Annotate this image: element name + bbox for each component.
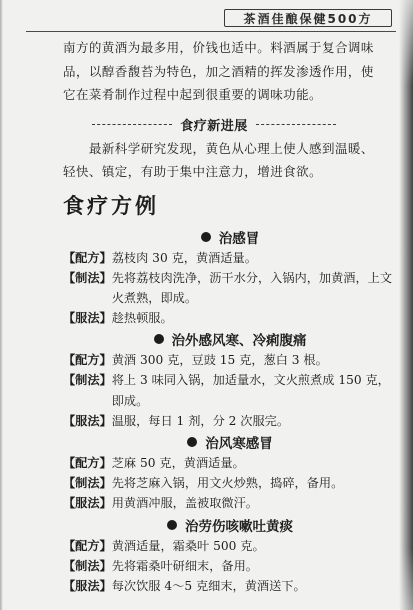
remedy-formula bbox=[63, 248, 397, 268]
entry-text bbox=[112, 308, 173, 328]
entry-text bbox=[112, 556, 258, 576]
entry-line: 荔枝肉 30 克，黄酒适量。 bbox=[111, 250, 257, 265]
remedy-heading bbox=[63, 226, 397, 248]
remedy-heading-text: 治感冒 bbox=[218, 230, 260, 247]
remedy-heading bbox=[63, 431, 397, 453]
remedy-formula bbox=[63, 350, 397, 370]
entry-line: 先将霜桑叶研细末，备用。 bbox=[111, 558, 258, 573]
bullet-icon bbox=[201, 232, 211, 242]
entry-label: 【配方】 bbox=[63, 353, 112, 368]
page-content bbox=[63, 36, 397, 596]
entry-text bbox=[112, 473, 344, 493]
entry-line: 将上 3 味同入锅，加适量水，文火煎煮成 150 克， bbox=[111, 373, 390, 388]
paragraph-line: 它在菜肴制作过程中起到很重要的调味功能。 bbox=[63, 87, 323, 102]
remedy-usage bbox=[63, 576, 397, 596]
entry-text bbox=[112, 453, 245, 473]
entry-label: 【服法】 bbox=[63, 496, 112, 511]
remedy-method bbox=[63, 370, 397, 410]
running-header-title: 茶酒佳酿保健500方 bbox=[243, 11, 373, 26]
bullet-icon bbox=[154, 334, 164, 344]
remedy-heading bbox=[63, 328, 397, 350]
entry-line: 先将芝麻入锅，用文火炒熟，捣碎，备用。 bbox=[111, 476, 344, 491]
entry-label: 【配方】 bbox=[63, 538, 112, 553]
bullet-icon bbox=[187, 437, 197, 447]
remedy-usage bbox=[63, 308, 397, 328]
section-header bbox=[63, 113, 397, 137]
remedy-item bbox=[63, 226, 397, 329]
remedy-method bbox=[63, 473, 397, 493]
section-title: 食疗新进展 bbox=[180, 119, 248, 134]
intro-paragraph bbox=[63, 36, 397, 107]
entry-text bbox=[112, 576, 306, 596]
header-rule bbox=[26, 31, 396, 32]
entry-text bbox=[112, 350, 328, 370]
entry-line: 每次饮服 4～5 克细末，黄酒送下。 bbox=[111, 579, 306, 594]
entry-text bbox=[112, 248, 257, 268]
entry-line: 温服，每日 1 剂，分 2 次服完。 bbox=[111, 413, 290, 428]
paragraph-line: 南方的黄酒为最多用，价钱也适中。料酒属于复合调味 bbox=[63, 40, 374, 55]
paragraph-line: 轻快、镇定，有助于集中注意力，增进食欲。 bbox=[63, 164, 323, 179]
remedy-formula bbox=[63, 453, 397, 473]
entry-line: 火煮熟，即成。 bbox=[111, 290, 198, 305]
section-paragraph bbox=[63, 137, 397, 184]
entry-text bbox=[112, 411, 289, 431]
remedy-usage bbox=[63, 411, 397, 431]
entry-line: 先将荔枝肉洗净，沥干水分，入锅内，加黄酒，上文 bbox=[111, 270, 393, 285]
entry-label: 【服法】 bbox=[63, 413, 112, 428]
dashed-rule-right bbox=[256, 124, 336, 125]
remedy-item bbox=[63, 328, 397, 431]
remedy-item bbox=[63, 514, 397, 597]
entry-label: 【服法】 bbox=[63, 311, 112, 326]
entry-label: 【配方】 bbox=[63, 456, 112, 471]
entry-line: 即成。 bbox=[111, 393, 149, 408]
examples-title: 食疗方例 bbox=[63, 192, 159, 218]
entry-label: 【制法】 bbox=[63, 476, 112, 491]
entry-label: 【制法】 bbox=[63, 558, 112, 573]
entry-label: 【制法】 bbox=[63, 373, 112, 388]
entry-line: 趁热顿服。 bbox=[111, 311, 173, 326]
remedy-heading-text: 治劳伤咳嗽吐黄痰 bbox=[185, 518, 293, 535]
dashed-rule-left bbox=[92, 124, 172, 125]
paragraph-line: 品，以醇香馥苔为特色，加之酒精的挥发渗透作用，使 bbox=[63, 63, 374, 79]
remedy-method bbox=[63, 556, 397, 576]
scan-edge-left bbox=[0, 0, 3, 610]
entry-text bbox=[112, 268, 392, 308]
entry-label: 【服法】 bbox=[63, 579, 112, 594]
entry-line: 黄酒 300 克，豆豉 15 克，葱白 3 根。 bbox=[111, 353, 328, 368]
entry-text bbox=[112, 493, 258, 513]
remedy-item bbox=[63, 431, 397, 514]
entry-line: 芝麻 50 克，黄酒适量。 bbox=[111, 456, 245, 471]
paragraph-line: 最新科学研究发现，黄色从心理上使人感到温暖、 bbox=[88, 140, 374, 156]
remedy-heading-text: 治外感风寒、冷痢腹痛 bbox=[171, 333, 307, 350]
entry-label: 【配方】 bbox=[63, 250, 112, 265]
entry-line: 黄酒适量，霜桑叶 500 克。 bbox=[111, 538, 265, 553]
bullet-icon bbox=[167, 520, 177, 530]
remedy-formula bbox=[63, 536, 397, 556]
entry-line: 用黄酒冲服，盖被取微汗。 bbox=[111, 496, 258, 511]
remedy-method bbox=[63, 268, 397, 308]
remedy-usage bbox=[63, 493, 397, 513]
entry-text bbox=[112, 536, 265, 556]
entry-label: 【制法】 bbox=[63, 270, 112, 285]
remedy-heading-text: 治风寒感冒 bbox=[205, 436, 273, 453]
running-header bbox=[224, 9, 392, 27]
entry-text bbox=[112, 370, 390, 410]
binding-shadow bbox=[399, 0, 413, 610]
remedy-heading bbox=[63, 514, 397, 536]
